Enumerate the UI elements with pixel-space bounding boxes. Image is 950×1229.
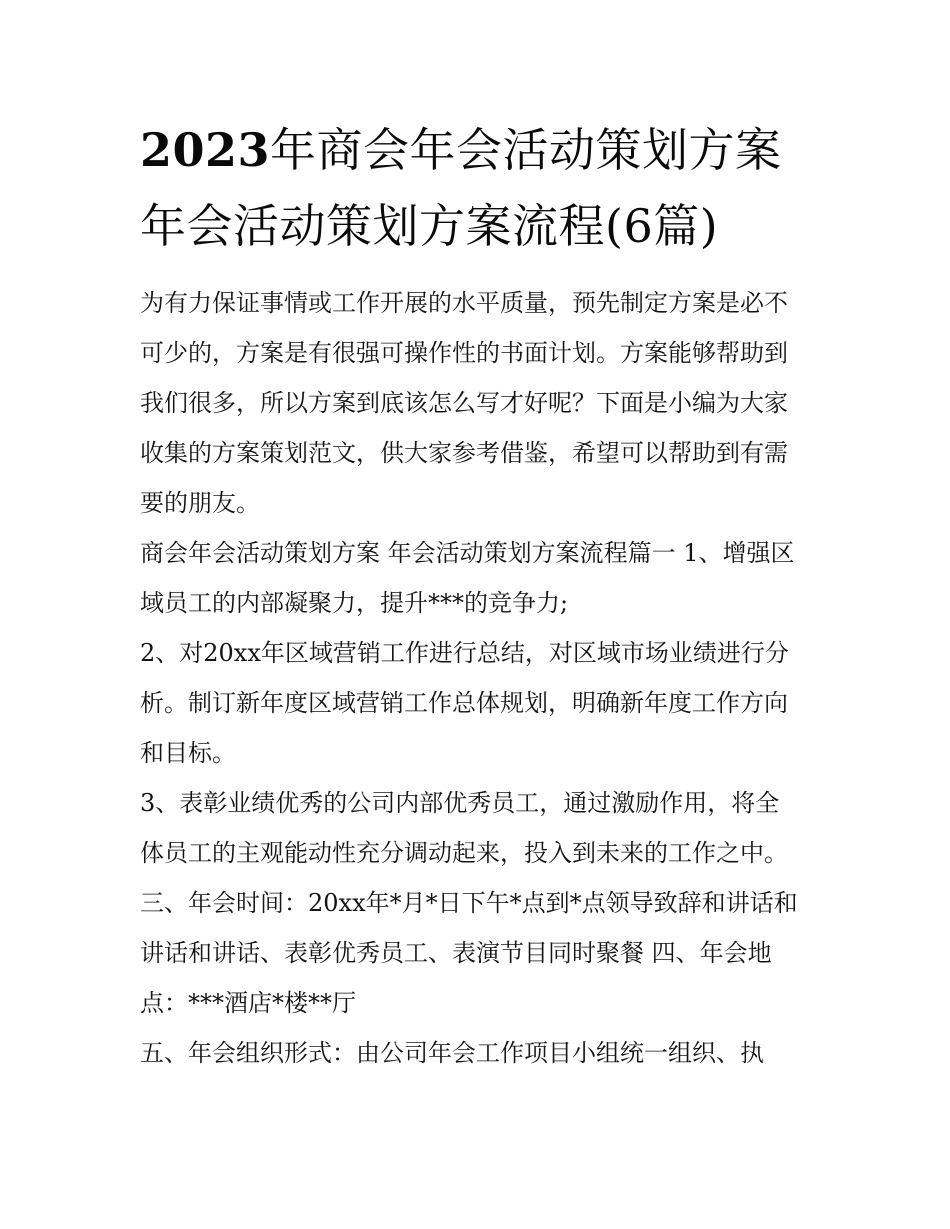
title-line-1: 2023年商会年会活动策划方案	[140, 123, 782, 177]
text-line: 3、表彰业绩优秀的公司内部优秀员工，通过激励作用，将全	[140, 789, 780, 817]
text-line: 可少的，方案是有很强可操作性的书面计划。方案能够帮助到	[140, 339, 788, 367]
title-year: 2023	[140, 123, 271, 177]
text-line: 和目标。	[140, 739, 236, 767]
text-line: 商会年会活动策划方案 年会活动策划方案流程篇一 1、增强区	[140, 539, 795, 567]
text-line: 为有力保证事情或工作开展的水平质量，预先制定方案是必不	[140, 289, 788, 317]
section-heading-paragraph	[140, 528, 820, 628]
title-line-2: 年会活动策划方案流程(6篇)	[140, 199, 719, 253]
text-line: 收集的方案策划范文，供大家参考借鉴，希望可以帮助到有需	[140, 439, 788, 467]
goal-3-paragraph	[140, 778, 820, 878]
text-line: 体员工的主观能动性充分调动起来，投入到未来的工作之中。	[140, 839, 788, 867]
text-line: 三、年会时间：20xx年*月*日下午*点到*点领导致辞和讲话和	[140, 889, 798, 917]
organization-paragraph	[140, 1028, 820, 1078]
text-line: 点：***酒店*楼**厅	[140, 989, 356, 1017]
document-title	[140, 112, 840, 264]
text-line: 我们很多，所以方案到底该怎么写才好呢？下面是小编为大家	[140, 389, 788, 417]
document-body	[140, 278, 820, 1078]
time-location-paragraph	[140, 878, 820, 1028]
text-line: 域员工的内部凝聚力，提升***的竞争力;	[140, 589, 569, 617]
text-line: 讲话和讲话、表彰优秀员工、表演节目同时聚餐 四、年会地	[140, 939, 772, 967]
text-line: 要的朋友。	[140, 489, 260, 517]
intro-paragraph	[140, 278, 820, 528]
goal-2-paragraph	[140, 628, 820, 778]
text-line: 析。制订新年度区域营销工作总体规划，明确新年度工作方向	[140, 689, 788, 717]
text-line: 2、对20xx年区域营销工作进行总结，对区域市场业绩进行分	[140, 639, 789, 667]
text-line: 五、年会组织形式：由公司年会工作项目小组统一组织、执	[140, 1039, 764, 1067]
